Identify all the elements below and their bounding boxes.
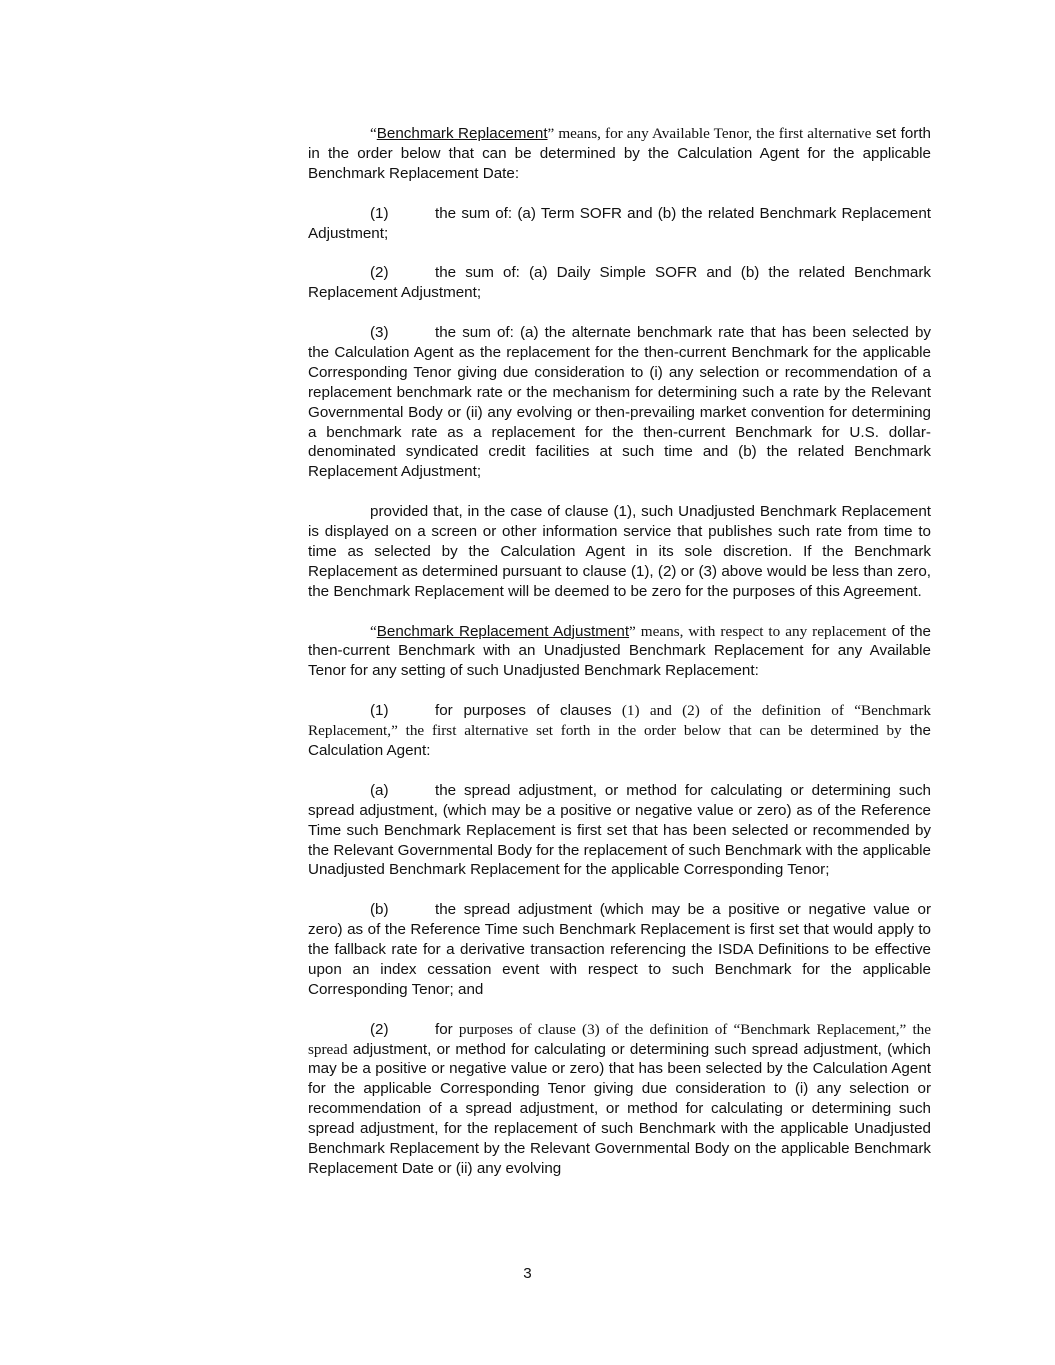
definition-serif-text: means, with respect to any replacement xyxy=(635,622,887,640)
close-quote: ” xyxy=(629,622,636,640)
definition-benchmark-replacement-adjustment xyxy=(308,622,931,682)
clause-lead: for xyxy=(435,1020,453,1038)
clause-number: (a) xyxy=(370,781,389,799)
clause-number: (3) xyxy=(370,324,389,342)
defined-term: Benchmark Replacement xyxy=(376,125,548,142)
clause-text: the sum of: (a) the alternate benchmark rate that has been selected by the Calculation Agent as the replacement for the then-current Benchmark for the applicable Corresponding Tenor giving due consideration to (i) any selection or recommendation of a replacement benchmark rate or the mechanism for determining such a rate by the Relevant Governmental Body or (ii) any evolving or then-prevailing market convention for determining a benchmark rate as a replacement for the then-current Benchmark for U.S. dollar-denominated syndicated credit facilities at such time and (b) the related Benchmark Replacement Adjustment; xyxy=(308,324,931,481)
clause-text: adjustment, or method for calculating or determining such spread adjustment, (which may be a positive or negative value or zero) that has been selected by the Calculation Agent for the applicable Corresponding Tenor giving due consideration to (i) any selection or recommendation of a spread adjustment, or method for calculating or determining such spread adjustment, for the replacement of such Benchmark with the applicable Unadjusted Benchmark Replacement by the Relevant Governmental Body on the applicable Benchmark Replacement Date or (ii) any evolving xyxy=(308,1040,931,1177)
close-quote: ” xyxy=(547,125,555,142)
definition-text: of the then-current Benchmark with an Unadjusted Benchmark Replacement for any Available Tenor for any setting of such Unadjusted Benchmark Replacement: xyxy=(308,622,932,680)
open-quote: “ xyxy=(370,622,377,640)
clause-3 xyxy=(308,323,931,482)
proviso-paragraph xyxy=(308,502,931,602)
adjustment-subclause-b xyxy=(308,900,931,1000)
document-body xyxy=(308,124,931,1199)
definition-serif-text: means, for any Available Tenor, the first alternative xyxy=(554,125,872,142)
clause-serif-text: purposes of clause (3) of the definition of “Benchmark Replacement,” the spread xyxy=(308,1020,931,1058)
clause-number: (1) xyxy=(370,702,389,720)
adjustment-clause-2 xyxy=(308,1020,931,1179)
clause-serif-text: (1) and (2) of the definition of “Benchmark Replacement,” the first alternative set forth in the order below that can be determined by xyxy=(308,702,931,740)
clause-text: the spread adjustment (which may be a positive or negative value or zero) as of the Reference Time such Benchmark Replacement is first set that would apply to the fallback rate for a derivative transaction referencing the ISDA Definitions to be effective upon an index cessation event with respect to such Benchmark for the applicable Corresponding Tenor; and xyxy=(308,901,931,998)
clause-1 xyxy=(308,204,931,244)
open-quote: “ xyxy=(370,125,377,142)
adjustment-clause-1 xyxy=(308,701,931,761)
definition-benchmark-replacement xyxy=(308,124,931,184)
page-number: 3 xyxy=(523,1265,532,1282)
clause-number: (2) xyxy=(370,264,389,282)
clause-text: the sum of: (a) Daily Simple SOFR and (b) the related Benchmark Replacement Adjustment; xyxy=(308,264,931,302)
clause-2 xyxy=(308,263,931,303)
clause-lead: for purposes of clauses xyxy=(435,702,612,720)
clause-text: the Calculation Agent: xyxy=(308,722,931,759)
adjustment-subclause-a xyxy=(308,781,931,881)
clause-text: the sum of: (a) Term SOFR and (b) the related Benchmark Replacement Adjustment; xyxy=(308,204,931,242)
proviso-text: provided that, in the case of clause (1), such Unadjusted Benchmark Replacement is displayed on a screen or other information service that publishes such rate from time to time as selected by the Calculation Agent in its sole discretion. If the Benchmark Replacement as determined pursuant to clause (1), (2) or (3) above would be less than zero, the Benchmark Replacement will be deemed to be zero for the purposes of this Agreement. xyxy=(308,503,931,600)
clause-number: (1) xyxy=(370,204,389,222)
definition-text: set forth in the order below that can be determined by the Calculation Agent for the applicable Benchmark Replacement Date: xyxy=(308,125,931,182)
defined-term: Benchmark Replacement Adjustment xyxy=(376,622,630,640)
clause-number: (2) xyxy=(370,1020,389,1038)
clause-number: (b) xyxy=(370,901,389,919)
clause-text: the spread adjustment, or method for calculating or determining such spread adjustment, (which may be a positive or negative value or zero) as of the Reference Time such Benchmark Replacement is first set that has been selected or recommended by the Relevant Governmental Body for the replacement of such Benchmark with the applicable Unadjusted Benchmark Replacement for the applicable Corresponding Tenor; xyxy=(308,781,931,879)
